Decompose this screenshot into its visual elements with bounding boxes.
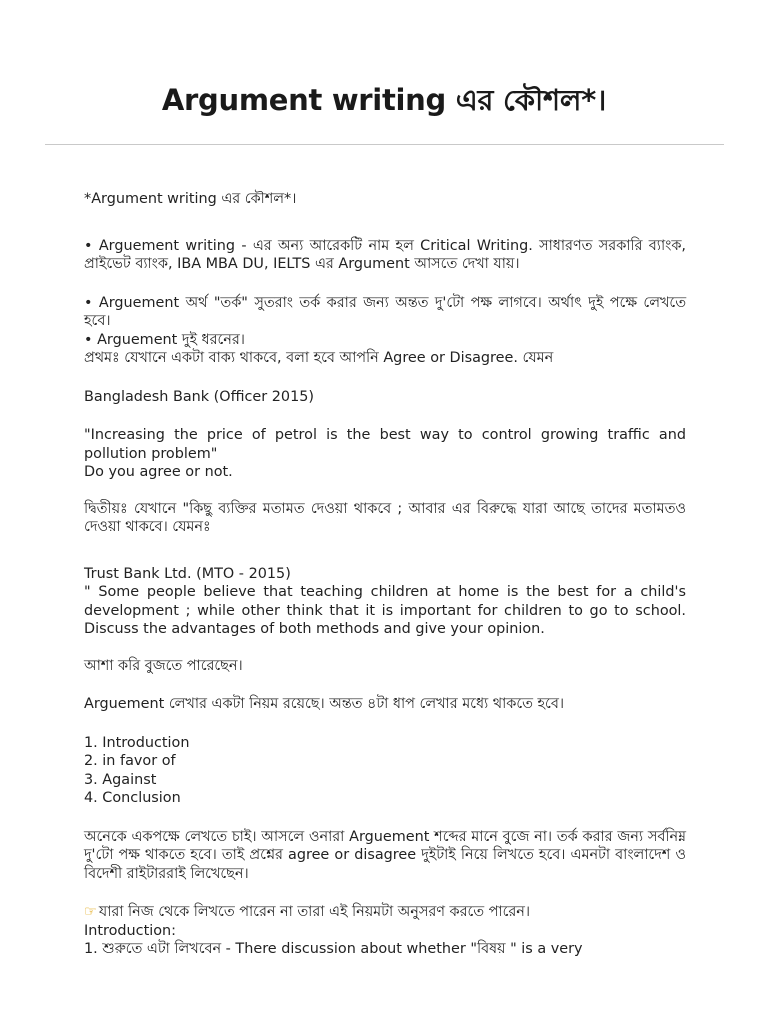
steps-list — [84, 734, 686, 808]
example1-source: Bangladesh Bank (Officer 2015) — [84, 388, 315, 405]
introduction-step1: 1. শুরুতে এটা লিখবেন - There discussion about whether "বিষয় " is a very — [84, 941, 583, 957]
rule-line: Arguement লেখার একটা নিয়ম রয়েছে। অন্তত ৪টা ধাপ লেখার মধ্যে থাকতে হবে। — [84, 696, 564, 712]
list-item: 4. Conclusion — [84, 790, 181, 806]
intro-line: *Argument writing এর কৌশল*। — [84, 191, 297, 207]
list-item: 2. in favor of — [84, 753, 176, 769]
list-item: 1. Introduction — [84, 734, 190, 751]
page-title: Argument writing এর কৌশল*। — [161, 83, 607, 117]
introduction-heading: Introduction: — [84, 922, 176, 939]
example1-question: Do you agree or not. — [84, 464, 233, 480]
article-body — [84, 190, 686, 959]
one-sided-paragraph: অনেকে একপক্ষে লেখতে চাই। আসলে ওনারা Arguement শব্দের মানে বুজে না। তর্ক করার জন্য সর্বনিম্ন দু'টো পক্ষ থাকতে হবে। তাই প্রশ্নের agree or disagree দুইটাই নিয়ে লিখতে হবে। এমনটা বাংলাদেশ ও বিদেশী রাইটাররাই লিখেছেন। — [84, 828, 686, 882]
pointing-hand-icon: ☞ — [84, 904, 97, 920]
pointer-line — [84, 903, 686, 922]
pointer-text: যারা নিজ থেকে লিখতে পারেন না তারা এই নিয়মটা অনুসরণ করতে পারেন। — [98, 904, 531, 920]
type-two-description: দ্বিতীয়ঃ যেখানে "কিছু ব্যক্তির মতামত দেওয়া থাকবে ; আবার এর বিরুদ্ধে যারা আছে তাদের মতামতও দেওয়া থাকবে। যেমনঃ — [84, 500, 686, 535]
example1-quote: "Increasing the price of petrol is the best way to control growing traffic and pollution problem" — [84, 427, 686, 462]
example2-quote: " Some people believe that teaching children at home is the best for a child's development ; while other think that it is important for children to go to school. Discuss the advantages of both methods and give your opinion. — [84, 584, 686, 637]
example2-source: Trust Bank Ltd. (MTO - 2015) — [84, 565, 291, 582]
bullet-critical-writing: • Arguement writing - এর অন্য আরেকটি নাম হল Critical Writing. সাধারণত সরকারি ব্যাংক, প্রাইভেট ব্যাংক, IBA MBA DU, IELTS এর Argument আসতে দেখা যায়। — [84, 237, 686, 272]
list-item: 3. Against — [84, 771, 157, 788]
bullet-argument-meaning: • Arguement অর্থ "তর্ক" সুতরাং তর্ক করার জন্য অন্তত দু'টো পক্ষ লাগবে। অর্থাৎ দুই পক্ষে লেখতে হবে। — [84, 294, 686, 329]
hope-line: আশা করি বুজতে পারেছেন। — [84, 657, 243, 674]
title-divider — [45, 144, 724, 145]
bullet-argument-types: • Arguement দুই ধরনের। — [84, 331, 245, 348]
type-one-description: প্রথমঃ যেখানে একটা বাক্য থাকবে, বলা হবে আপনি Agree or Disagree. যেমন — [84, 350, 554, 366]
